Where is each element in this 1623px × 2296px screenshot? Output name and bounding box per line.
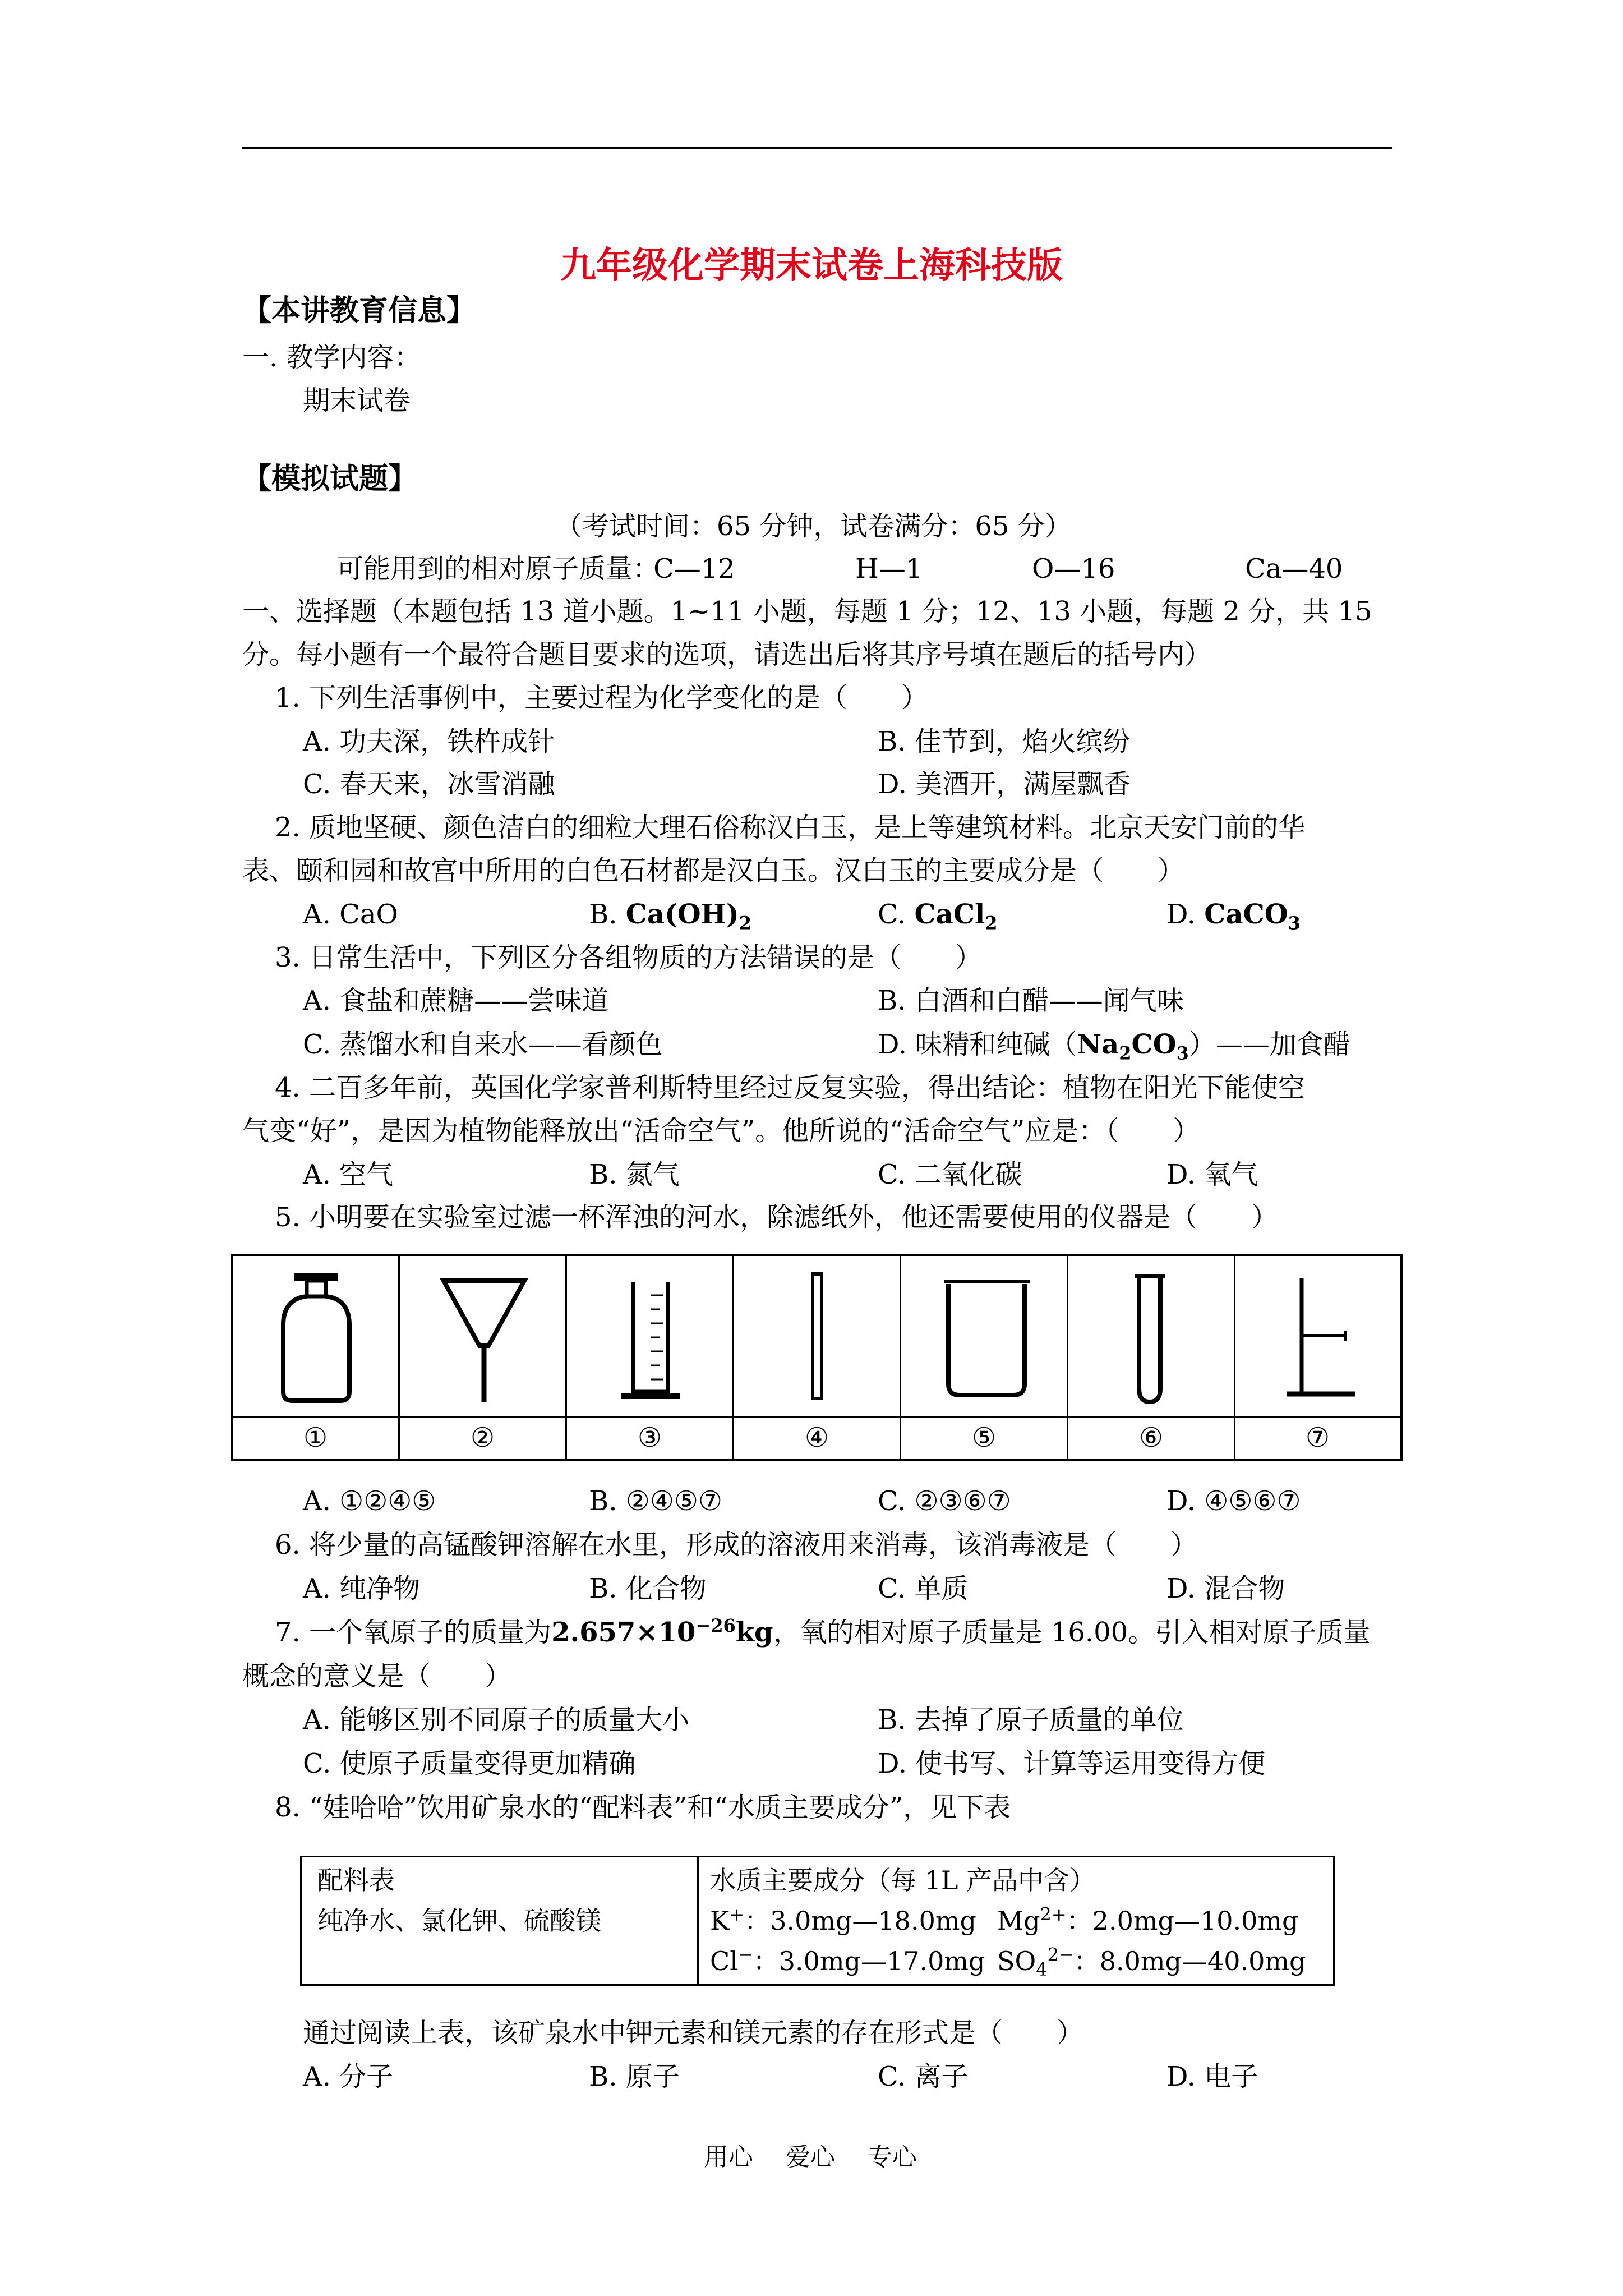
q2-option-d: D. CaCO$_3$ [1166, 899, 1301, 934]
q1-option-c: C. 春天来，冰雪消融 [303, 769, 555, 800]
q4-stem-line-2: 气变“好”，是因为植物能释放出“活命空气”。他所说的“活命空气”应是：（ ） [242, 1115, 1200, 1147]
measuring-cylinder-icon [567, 1262, 734, 1413]
q2-option-b: B. $Ca(OH)_2$ [589, 899, 751, 934]
instrument-label-7: ⑦ [1305, 1422, 1330, 1453]
ingredients-content: 纯净水、氯化钾、硫酸镁 [317, 1906, 601, 1936]
instrument-label-1: ① [303, 1422, 328, 1453]
q7-option-d: D. 使书写、计算等运用变得方便 [878, 1748, 1266, 1779]
q4-stem-line-1: 4. 二百多年前，英国化学家普利斯特里经过反复实验，得出结论：植物在阳光下能使空 [275, 1072, 1306, 1103]
exam-section-label: 【模拟试题】 [242, 462, 418, 496]
q2-option-c: C. CaCl$_2$ [878, 899, 998, 934]
q8-stem: 8. “娃哈哈”饮用矿泉水的“配料表”和“水质主要成分”，见下表 [275, 1792, 1011, 1823]
page-footer: 用心 爱心 专心 [704, 2143, 917, 2171]
q3-stem: 3. 日常生活中，下列区分各组物质的方法错误的是（ ） [275, 942, 983, 973]
q4-option-c: C. 二氧化碳 [878, 1159, 1022, 1190]
instrument-label-3: ③ [637, 1422, 662, 1453]
q3-option-b: B. 白酒和白醋——闻气味 [878, 985, 1184, 1016]
instrument-label-5: ⑤ [971, 1422, 997, 1453]
q8-option-b: B. 原子 [589, 2061, 680, 2092]
atomic-mass-label: 可能用到的相对原子质量： [336, 553, 660, 585]
q8-question: 通过阅读上表，该矿泉水中钾元素和镁元素的存在形式是（ ） [303, 2017, 1084, 2049]
q4-option-a: A. 空气 [303, 1159, 394, 1190]
q7-option-c: C. 使原子质量变得更加精确 [303, 1748, 636, 1779]
instrument-cell-4 [734, 1256, 901, 1459]
instrument-cell-6 [1068, 1256, 1235, 1459]
test-tube-icon [1068, 1262, 1235, 1413]
q3-option-a: A. 食盐和蔗糖——尝味道 [303, 985, 609, 1016]
q7-stem-line-2: 概念的意义是（ ） [242, 1660, 512, 1692]
composition-sulfate: $SO_4^{2-}$：8.0mg—40.0mg [997, 1944, 1306, 1981]
q1-option-a: A. 功夫深，铁杵成针 [303, 726, 555, 757]
instrument-cell-1 [233, 1256, 400, 1459]
q6-option-a: A. 纯净物 [303, 1573, 421, 1604]
q5-option-b: B. ②④⑤⑦ [589, 1485, 722, 1517]
instrument-label-2: ② [470, 1422, 495, 1453]
info-section-label: 【本讲教育信息】 [242, 294, 476, 328]
composition-magnesium: $Mg^{2+}$：2.0mg—10.0mg [997, 1903, 1299, 1936]
funnel-icon [400, 1262, 567, 1413]
q7-stem-line-1: 7. 一个氧原子的质量为$2.657\times 10^{-26}kg$，氧的相对原子质量是 16.00。引入相对原子质量 [275, 1615, 1371, 1648]
q1-option-b: B. 佳节到，焰火缤纷 [878, 726, 1130, 757]
composition-header: 水质主要成分（每 1L 产品中含） [710, 1865, 1096, 1895]
q1-option-d: D. 美酒开，满屋飘香 [878, 769, 1131, 800]
instrument-label-4: ④ [804, 1422, 829, 1453]
q8-option-c: C. 离子 [878, 2061, 969, 2092]
instrument-label-6: ⑥ [1138, 1422, 1164, 1453]
q3-option-d: D. 味精和纯碱$(Na_2CO_3)——$加食醋 [878, 1029, 1350, 1064]
q6-option-c: C. 单质 [878, 1573, 969, 1604]
iron-stand-icon [1235, 1262, 1401, 1413]
q2-stem-line-2: 表、颐和园和故宫中所用的白色石材都是汉白玉。汉白玉的主要成分是（ ） [242, 855, 1185, 886]
ingredients-header: 配料表 [317, 1865, 395, 1895]
q7-option-a: A. 能够区别不同原子的质量大小 [303, 1704, 690, 1736]
q2-stem-line-1: 2. 质地坚硬、颜色洁白的细粒大理石俗称汉白玉，是上等建筑材料。北京天安门前的华 [275, 812, 1306, 843]
q1-stem: 1. 下列生活事例中，主要过程为化学变化的是（ ） [275, 682, 929, 714]
q5-stem: 5. 小明要在实验室过滤一杯浑浊的河水，除滤纸外，他还需要使用的仪器是（ ） [275, 1202, 1279, 1233]
mineral-water-table [300, 1856, 1335, 1986]
instrument-cell-2 [400, 1256, 567, 1459]
q8-option-d: D. 电子 [1166, 2061, 1258, 2092]
header-rule [242, 147, 1392, 149]
info-item-content: 期末试卷 [303, 385, 411, 416]
q5-option-c: C. ②③⑥⑦ [878, 1485, 1011, 1517]
atomic-mass-ca: Ca—40 [1245, 553, 1343, 585]
q8-option-a: A. 分子 [303, 2061, 394, 2092]
instrument-table [231, 1254, 1403, 1461]
atomic-mass-o: O—16 [1032, 553, 1115, 585]
q5-option-d: D. ④⑤⑥⑦ [1166, 1485, 1301, 1517]
atomic-mass-h: H—1 [855, 553, 923, 585]
reagent-bottle-icon [233, 1262, 400, 1413]
q6-stem: 6. 将少量的高锰酸钾溶解在水里，形成的溶液用来消毒，该消毒液是（ ） [275, 1529, 1198, 1561]
page-title: 九年级化学期末试卷上海科技版 [560, 245, 1063, 287]
q5-option-a: A. ①②④⑤ [303, 1485, 436, 1517]
part-intro-line-2: 分。每小题有一个最符合题目要求的选项，请选出后将其序号填在题后的括号内） [242, 639, 1212, 670]
q3-option-c: C. 蒸馏水和自来水——看颜色 [303, 1029, 663, 1060]
instrument-table-divider [233, 1416, 1401, 1418]
table-column-divider [697, 1857, 699, 1984]
q6-option-d: D. 混合物 [1166, 1573, 1285, 1604]
instrument-cell-7 [1235, 1256, 1401, 1459]
composition-chloride: Cl−：3.0mg—17.0mg [710, 1944, 985, 1976]
q6-option-b: B. 化合物 [589, 1573, 707, 1604]
q7-option-b: B. 去掉了原子质量的单位 [878, 1704, 1184, 1736]
q4-option-d: D. 氧气 [1166, 1159, 1258, 1190]
beaker-icon [901, 1262, 1068, 1413]
instrument-cell-5 [901, 1256, 1068, 1459]
atomic-mass-c: C—12 [653, 553, 735, 585]
exam-time-line: （考试时间：65 分钟，试卷满分：65 分） [555, 510, 1072, 542]
part-intro-line-1: 一、选择题（本题包括 13 道小题。1~11 小题，每题 1 分；12、13 小题，每题 2 分，共 15 [242, 596, 1372, 627]
q4-option-b: B. 氮气 [589, 1159, 680, 1190]
glass-rod-icon [734, 1262, 901, 1413]
instrument-cell-3 [567, 1256, 734, 1459]
q2-option-a: A. CaO [303, 899, 398, 930]
composition-potassium: K+：3.0mg—18.0mg [710, 1903, 976, 1936]
info-item-label: 一. 教学内容： [242, 342, 421, 373]
